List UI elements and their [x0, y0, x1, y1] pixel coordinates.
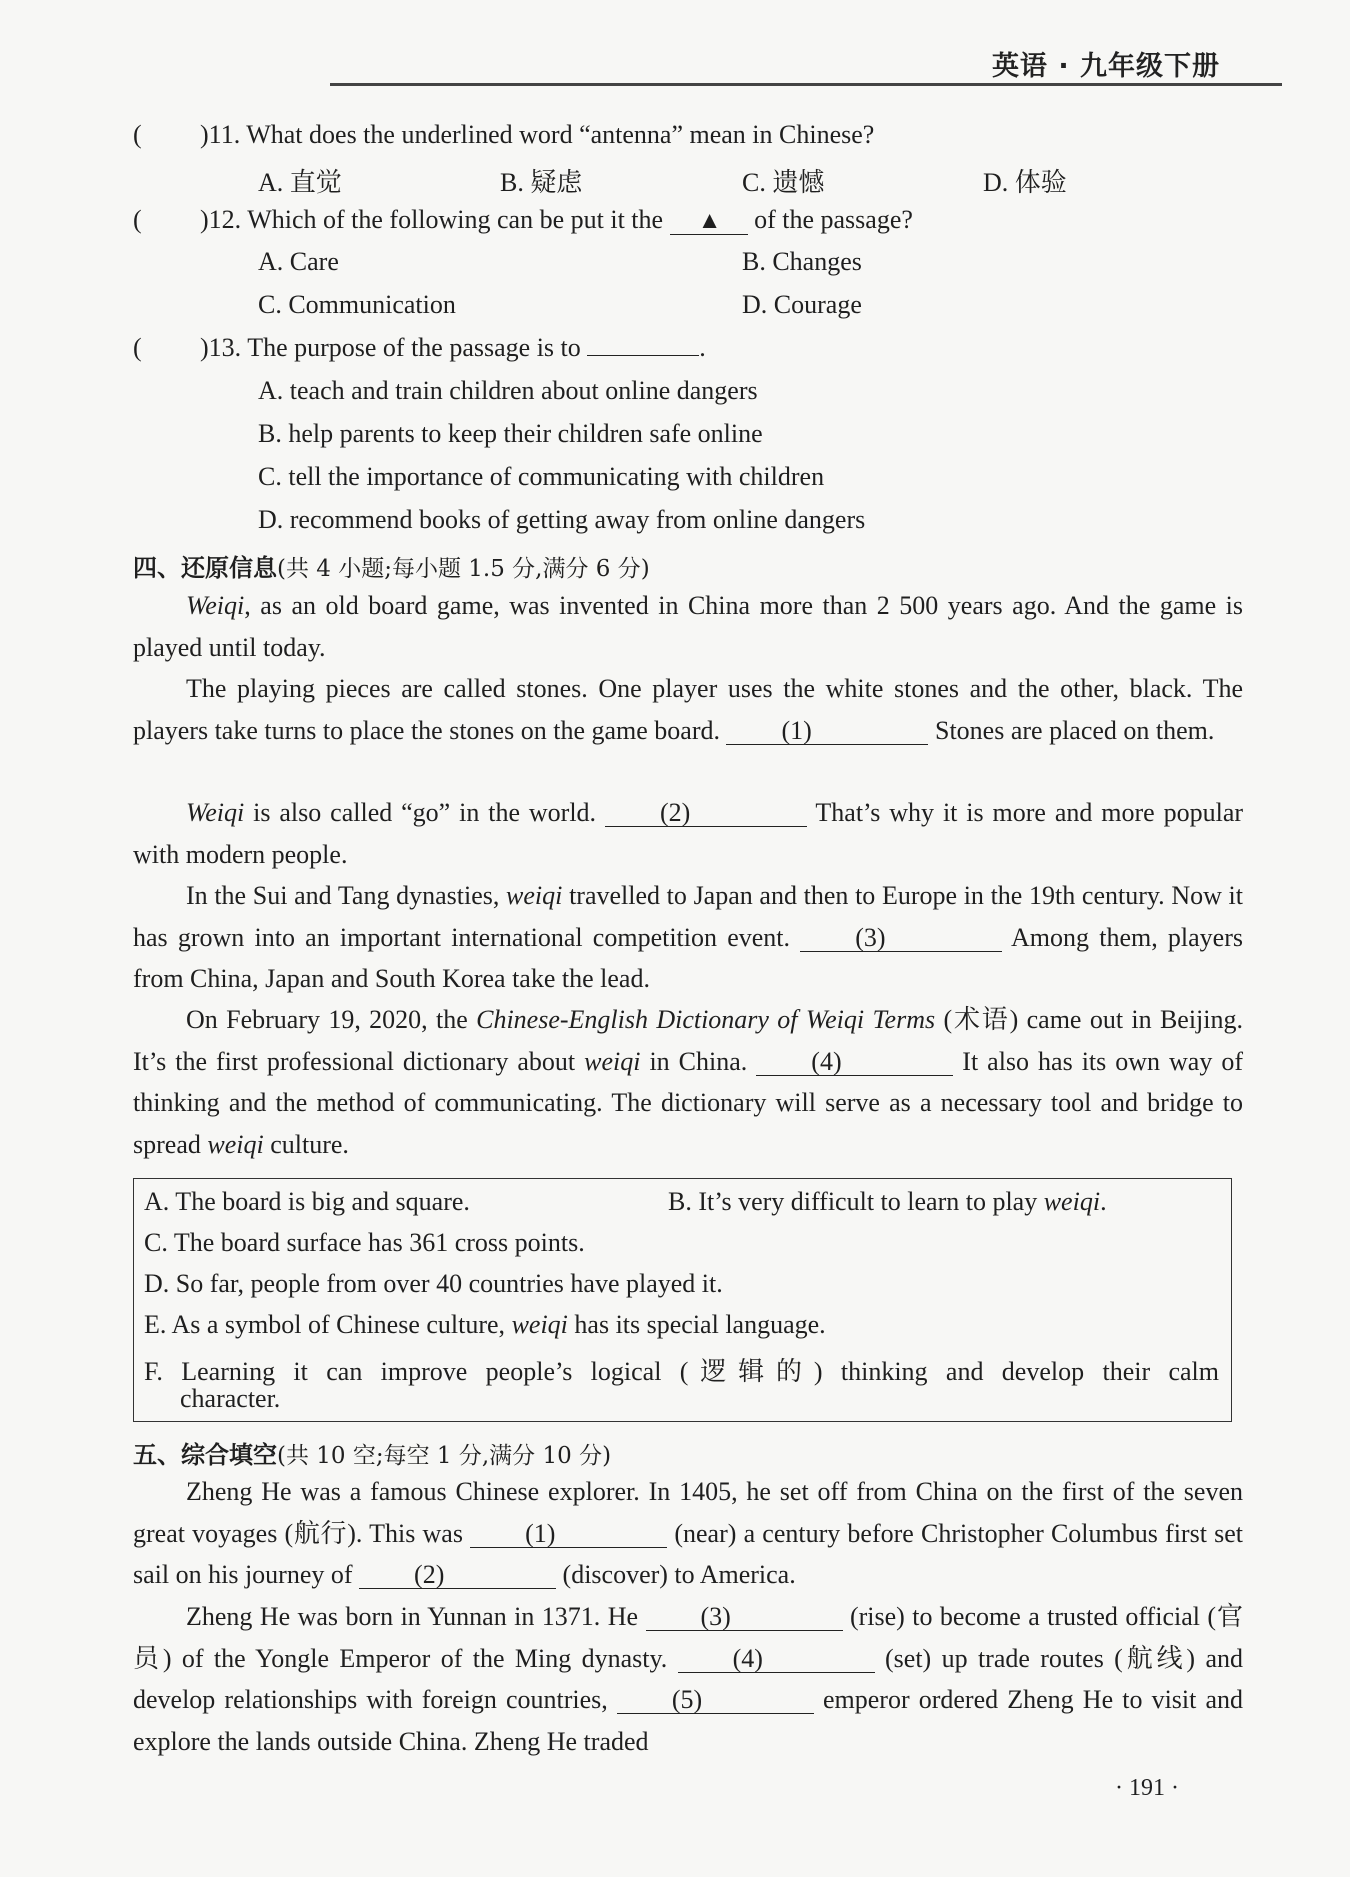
answer-paren: ( [133, 120, 142, 149]
q11-option-c: C. 遗憾 [742, 168, 825, 197]
section-5-heading: 五、综合填空(共 10 空;每空 1 分,满分 10 分) [133, 1441, 612, 1469]
passage-paragraph-5: On February 19, 2020, the Chinese-English Dictionary of Weiqi Terms (术语) came out in Beijing. It’s the first professional dictionary about weiqi in China. (4) It also has its own way of thinking and the method of communicating. The dictionary will serve as a necessary tool and bridge to spread weiqi culture. [133, 1005, 1244, 1159]
box-option-e: E. As a symbol of Chinese culture, weiqi has its special language. [144, 1310, 826, 1339]
cloze-paragraph-1: Zheng He was a famous Chinese explorer. In 1405, he set off from China on the first of the seven great voyages (航行). This was (1) (near) a century before Christopher Columbus first set sail on his journey of (2) (discover) to America. [133, 1477, 1244, 1589]
q12-option-c: C. Communication [258, 290, 456, 319]
passage-paragraph-2: The playing pieces are called stones. One player uses the white stones and the other, black. The players take turns to place the stones on the game board. (1) Stones are placed on them. [133, 674, 1243, 745]
passage-paragraph-1: Weiqi, as an old board game, was invented in China more than 2 500 years ago. And the game is played until today. [133, 591, 1243, 662]
box-option-b: B. It’s very difficult to learn to play weiqi. [668, 1187, 1107, 1216]
triangle-marker-icon: ▲ [697, 208, 722, 234]
blank-line [587, 355, 699, 356]
blank-1: (1) [726, 718, 928, 745]
cloze-blank-2: (2) [359, 1562, 556, 1589]
box-option-c: C. The board surface has 361 cross points. [144, 1228, 585, 1257]
options-box [133, 1178, 1232, 1422]
q12-option-b: B. Changes [742, 247, 862, 276]
box-option-f: F. Learning it can improve people’s logical (逻辑的) thinking and develop their calm [144, 1357, 1219, 1386]
blank-line [670, 207, 748, 235]
box-option-f-cont: character. [180, 1384, 281, 1413]
q11-option-d: D. 体验 [983, 168, 1067, 197]
question-13: )13. The purpose of the passage is to . [200, 333, 706, 362]
page-number: · 191 · [1115, 1775, 1179, 1801]
cloze-paragraph-2: Zheng He was born in Yunnan in 1371. He (3) (rise) to become a trusted official (官员) of the Yongle Emperor of the Ming dynasty. (4) (set) up trade routes (航线) and develop relationships with foreign countries, (5) emperor ordered Zheng He to visit and explore the lands outside China. Zheng He traded [133, 1602, 1244, 1756]
question-12: )12. Which of the following can be put it the ▲ of the passage? [200, 205, 913, 234]
running-header: 英语 · 九年级下册 [991, 51, 1220, 82]
q11-option-a: A. 直觉 [258, 168, 342, 197]
q13-option-b: B. help parents to keep their children safe online [258, 419, 763, 448]
header-rule [330, 83, 1282, 86]
question-11: )11. What does the underlined word “antenna” mean in Chinese? [200, 120, 875, 149]
section-4-heading: 四、还原信息(共 4 小题;每小题 1.5 分,满分 6 分) [133, 554, 650, 582]
passage-paragraph-4: In the Sui and Tang dynasties, weiqi travelled to Japan and then to Europe in the 19th century. Now it has grown into an important international competition event. (3) Among them, players from China, Japan and South Korea take the lead. [133, 881, 1244, 993]
q11-option-b: B. 疑虑 [500, 168, 583, 197]
box-option-a: A. The board is big and square. [144, 1187, 470, 1216]
q13-option-a: A. teach and train children about online dangers [258, 376, 758, 405]
cloze-blank-3: (3) [646, 1604, 843, 1631]
answer-paren: ( [133, 333, 142, 362]
cloze-blank-1: (1) [470, 1521, 667, 1548]
q13-option-c: C. tell the importance of communicating with children [258, 462, 825, 491]
box-option-d: D. So far, people from over 40 countries have played it. [144, 1269, 723, 1298]
q13-option-d: D. recommend books of getting away from online dangers [258, 505, 866, 534]
cloze-blank-4: (4) [678, 1646, 875, 1673]
answer-paren: ( [133, 205, 142, 234]
q12-option-d: D. Courage [742, 290, 862, 319]
cloze-blank-5: (5) [617, 1687, 814, 1714]
q12-option-a: A. Care [258, 247, 339, 276]
blank-4: (4) [756, 1049, 953, 1076]
blank-3: (3) [800, 925, 1002, 952]
passage-paragraph-3: Weiqi is also called “go” in the world. (2) That’s why it is more and more popular with modern people. [133, 798, 1244, 869]
blank-2: (2) [605, 800, 807, 827]
